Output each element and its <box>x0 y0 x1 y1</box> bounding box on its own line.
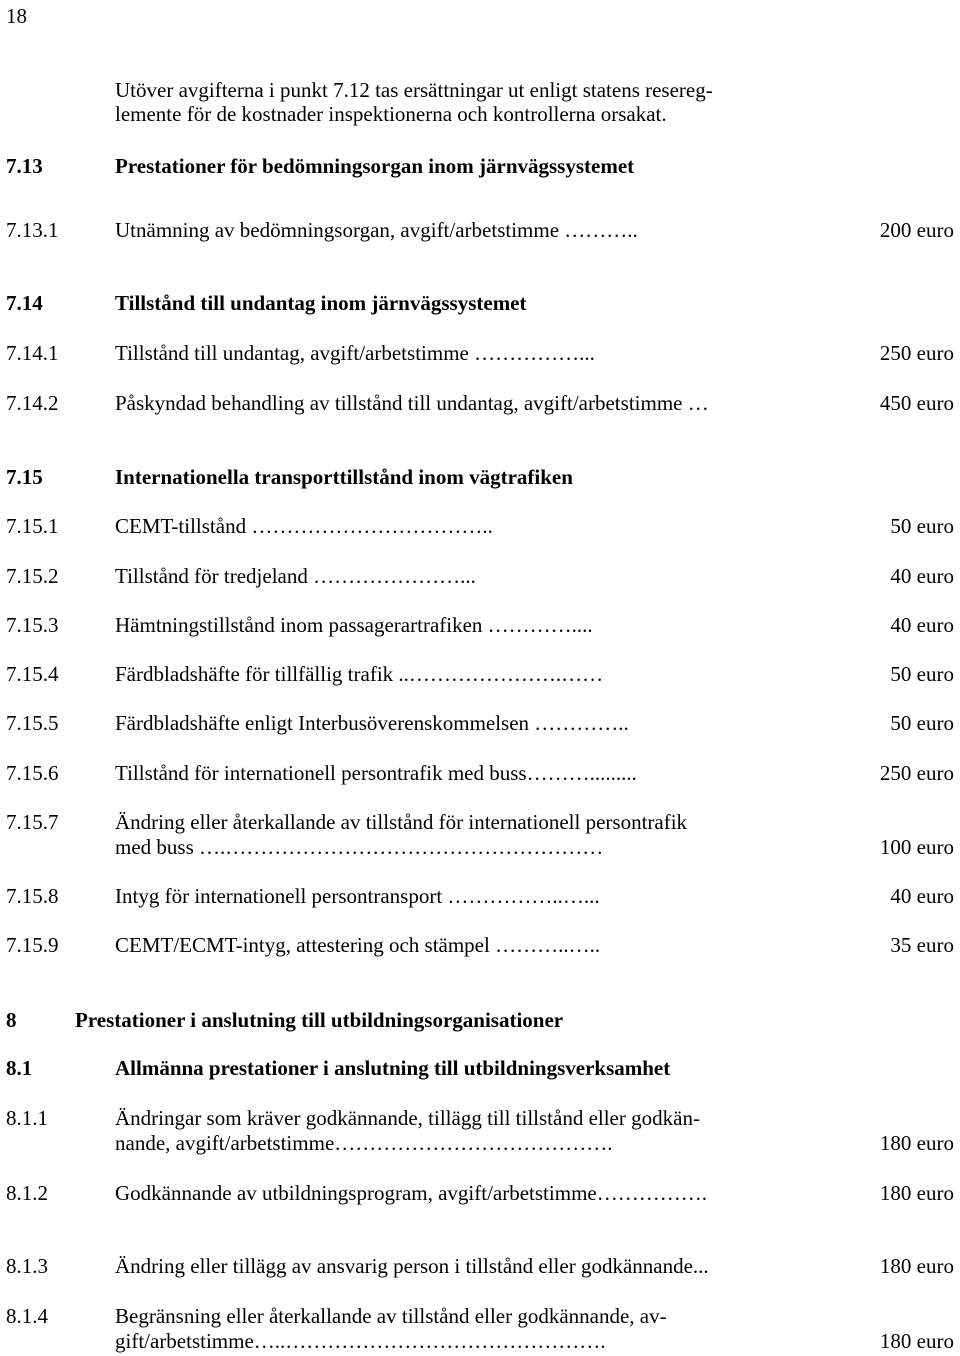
section-7-15-title: Internationella transporttillstånd inom vägtrafiken <box>115 465 573 489</box>
item-7-14-1-text: Tillstånd till undantag, avgift/arbetstimme ……………... <box>115 341 595 365</box>
item-7-15-6-amount: 250 euro <box>879 761 954 785</box>
intro-line-2: lemente för de kostnader inspektionerna och kontrollerna orsakat. <box>115 102 667 126</box>
item-7-15-8-amount: 40 euro <box>890 884 954 908</box>
item-7-15-3-text: Hämtningstillstånd inom passagerartrafiken ………….... <box>115 613 593 637</box>
item-7-15-9-text: CEMT/ECMT-intyg, attestering och stämpel ………..….. <box>115 933 601 957</box>
item-7-15-3-number: 7.15.3 <box>6 613 59 637</box>
item-7-15-7-number: 7.15.7 <box>6 810 59 834</box>
item-7-15-7-amount: 100 euro <box>879 835 954 859</box>
section-7-13-number: 7.13 <box>6 154 43 178</box>
item-7-15-2-amount: 40 euro <box>890 564 954 588</box>
item-7-15-6-number: 7.15.6 <box>6 761 59 785</box>
section-7-14-number: 7.14 <box>6 291 43 315</box>
item-7-14-1-amount: 250 euro <box>879 341 954 365</box>
item-7-15-3-amount: 40 euro <box>890 613 954 637</box>
item-7-15-7-text-cont: med buss ….……………………………………………… <box>115 835 604 859</box>
item-8-1-1-text: Ändringar som kräver godkännande, tillägg till tillstånd eller godkän- <box>115 1106 700 1130</box>
item-7-15-6-text: Tillstånd för internationell persontrafik med buss………......... <box>115 761 637 785</box>
section-7-15-number: 7.15 <box>6 465 43 489</box>
item-8-1-2-text: Godkännande av utbildningsprogram, avgift/arbetstimme……………. <box>115 1181 707 1205</box>
item-7-15-9-amount: 35 euro <box>890 933 954 957</box>
item-7-15-2-text: Tillstånd för tredjeland …………………... <box>115 564 476 588</box>
intro-line-1: Utöver avgifterna i punkt 7.12 tas ersättningar ut enligt statens resereg- <box>115 78 713 102</box>
section-7-13-title: Prestationer för bedömningsorgan inom järnvägssystemet <box>115 154 635 178</box>
item-7-15-4-text: Färdbladshäfte för tillfällig trafik ..………………….…… <box>115 662 604 686</box>
item-8-1-4-text-cont: gift/arbetstimme…..………………………………………. <box>115 1329 606 1353</box>
item-7-15-5-number: 7.15.5 <box>6 711 59 735</box>
item-7-13-1-text: Utnämning av bedömningsorgan, avgift/arbetstimme ……….. <box>115 218 638 242</box>
page-number: 18 <box>6 4 27 28</box>
item-8-1-4-number: 8.1.4 <box>6 1304 48 1328</box>
item-7-15-9-number: 7.15.9 <box>6 933 59 957</box>
item-8-1-2-number: 8.1.2 <box>6 1181 48 1205</box>
item-8-1-1-amount: 180 euro <box>879 1131 954 1155</box>
item-7-13-1-amount: 200 euro <box>879 218 954 242</box>
item-7-15-4-number: 7.15.4 <box>6 662 59 686</box>
item-8-1-2-amount: 180 euro <box>879 1181 954 1205</box>
section-8-1-number: 8.1 <box>6 1056 33 1080</box>
item-7-15-7-text: Ändring eller återkallande av tillstånd för internationell persontrafik <box>115 810 688 834</box>
item-7-13-1-number: 7.13.1 <box>6 218 59 242</box>
item-8-1-4-amount: 180 euro <box>879 1329 954 1353</box>
item-7-15-1-text: CEMT-tillstånd …………………………….. <box>115 514 493 538</box>
section-7-14-title: Tillstånd till undantag inom järnvägssystemet <box>115 291 527 315</box>
item-8-1-1-number: 8.1.1 <box>6 1106 48 1130</box>
item-7-15-5-amount: 50 euro <box>890 711 954 735</box>
item-7-15-8-number: 7.15.8 <box>6 884 59 908</box>
item-7-14-2-amount: 450 euro <box>879 391 954 415</box>
item-7-15-5-text: Färdbladshäfte enligt Interbusöverenskommelsen ………….. <box>115 711 629 735</box>
item-8-1-4-text: Begränsning eller återkallande av tillstånd eller godkännande, av- <box>115 1304 667 1328</box>
item-7-14-2-text: Påskyndad behandling av tillstånd till undantag, avgift/arbetstimme … <box>115 391 709 415</box>
section-8-number: 8 <box>6 1008 17 1032</box>
item-7-15-8-text: Intyg för internationell persontransport ……………..…... <box>115 884 600 908</box>
item-7-14-2-number: 7.14.2 <box>6 391 59 415</box>
item-7-15-2-number: 7.15.2 <box>6 564 59 588</box>
item-8-1-1-text-cont: nande, avgift/arbetstimme…………………………………. <box>115 1131 613 1155</box>
item-7-15-4-amount: 50 euro <box>890 662 954 686</box>
section-8-title: Prestationer i anslutning till utbildningsorganisationer <box>75 1008 564 1032</box>
item-8-1-3-number: 8.1.3 <box>6 1254 48 1278</box>
section-8-1-title: Allmänna prestationer i anslutning till utbildningsverksamhet <box>115 1056 671 1080</box>
item-8-1-3-text: Ändring eller tillägg av ansvarig person i tillstånd eller godkännande... <box>115 1254 709 1278</box>
item-7-14-1-number: 7.14.1 <box>6 341 59 365</box>
item-7-15-1-number: 7.15.1 <box>6 514 59 538</box>
item-7-15-1-amount: 50 euro <box>890 514 954 538</box>
item-8-1-3-amount: 180 euro <box>879 1254 954 1278</box>
